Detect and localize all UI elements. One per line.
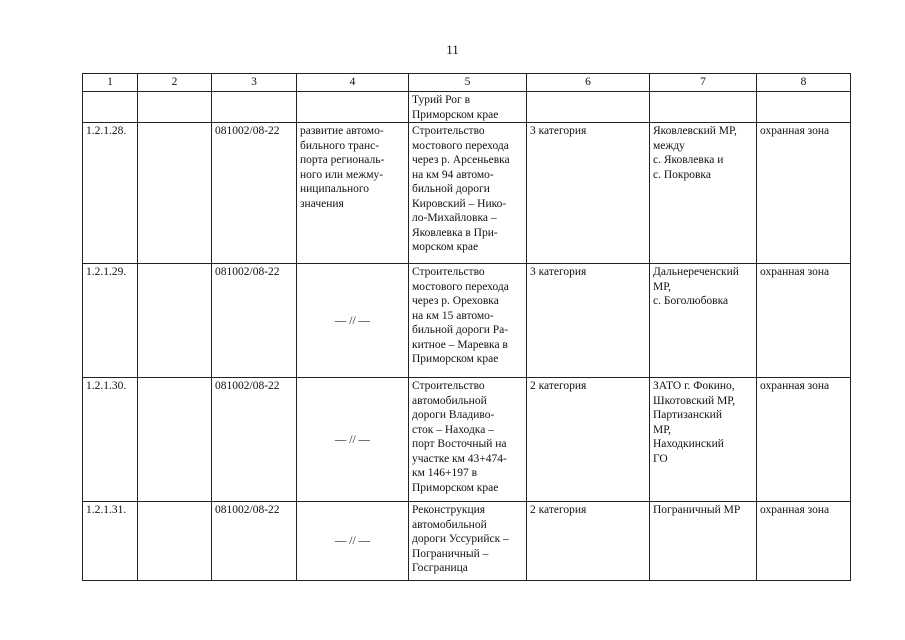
table-row [83,123,851,264]
code-cell: 081002/08-22 [212,264,297,378]
object-description-cell: Строительство мостового перехода через р. Ореховка на км 15 автомо- бильной дороги Ра- китное – Маревка в Приморском крае [409,264,527,378]
table-row [83,378,851,502]
header-cell: 8 [757,74,851,92]
object-description-cell: Реконструкция автомобильной дороги Уссурийск – Пограничный – Госграница [409,502,527,581]
category-cell: 3 категория [527,123,650,264]
zone-cell: охранная зона [757,123,851,264]
cell-col2 [138,264,212,378]
object-description-cell: Строительство мостового перехода через р. Арсеньевка на км 94 автомо- бильной дороги Кировский – Нико- ло-Михайловка – Яковлевка в При- морском крае [409,123,527,264]
header-cell: 6 [527,74,650,92]
header-cell: 1 [83,74,138,92]
location-cell [650,92,757,123]
zone-cell: охранная зона [757,502,851,581]
zone-cell: охранная зона [757,378,851,502]
object-description-cell: Строительство автомобильной дороги Владиво- сток – Находка – порт Восточный на участке км 43+474- км 146+197 в Приморском крае [409,378,527,502]
code-cell [212,92,297,123]
purpose-cell [297,92,409,123]
category-cell: 2 категория [527,502,650,581]
purpose-ditto-cell: — // — [297,502,409,581]
purpose-ditto-cell: — // — [297,264,409,378]
location-cell: Дальнереченский МР, с. Боголюбовка [650,264,757,378]
cell-col2 [138,502,212,581]
zone-cell: охранная зона [757,264,851,378]
zone-cell [757,92,851,123]
row-number-cell: 1.2.1.31. [83,502,138,581]
object-description-cell: Турий Рог в Приморском крае [409,92,527,123]
header-cell: 2 [138,74,212,92]
page-number: 11 [446,42,459,57]
header-cell: 4 [297,74,409,92]
header-cell: 5 [409,74,527,92]
header-cell: 7 [650,74,757,92]
table-header-row [83,74,851,92]
code-cell: 081002/08-22 [212,502,297,581]
location-cell: Яковлевский МР, между с. Яковлевка и с. Покровка [650,123,757,264]
row-number-cell: 1.2.1.30. [83,378,138,502]
category-cell [527,92,650,123]
cell-col2 [138,378,212,502]
code-cell: 081002/08-22 [212,123,297,264]
category-cell: 2 категория [527,378,650,502]
row-number-cell [83,92,138,123]
purpose-cell: развитие автомо- бильного транс- порта региональ- ного или межму- ниципального значения [297,123,409,264]
header-cell: 3 [212,74,297,92]
cell-col2 [138,92,212,123]
location-cell: ЗАТО г. Фокино, Шкотовский МР, Партизанский МР, Находкинский ГО [650,378,757,502]
cell-col2 [138,123,212,264]
purpose-ditto-cell: — // — [297,378,409,502]
location-cell: Пограничный МР [650,502,757,581]
table-row [83,264,851,378]
objects-table [82,73,851,581]
row-number-cell: 1.2.1.28. [83,123,138,264]
code-cell: 081002/08-22 [212,378,297,502]
table-row [83,92,851,123]
category-cell: 3 категория [527,264,650,378]
table-row [83,502,851,581]
row-number-cell: 1.2.1.29. [83,264,138,378]
